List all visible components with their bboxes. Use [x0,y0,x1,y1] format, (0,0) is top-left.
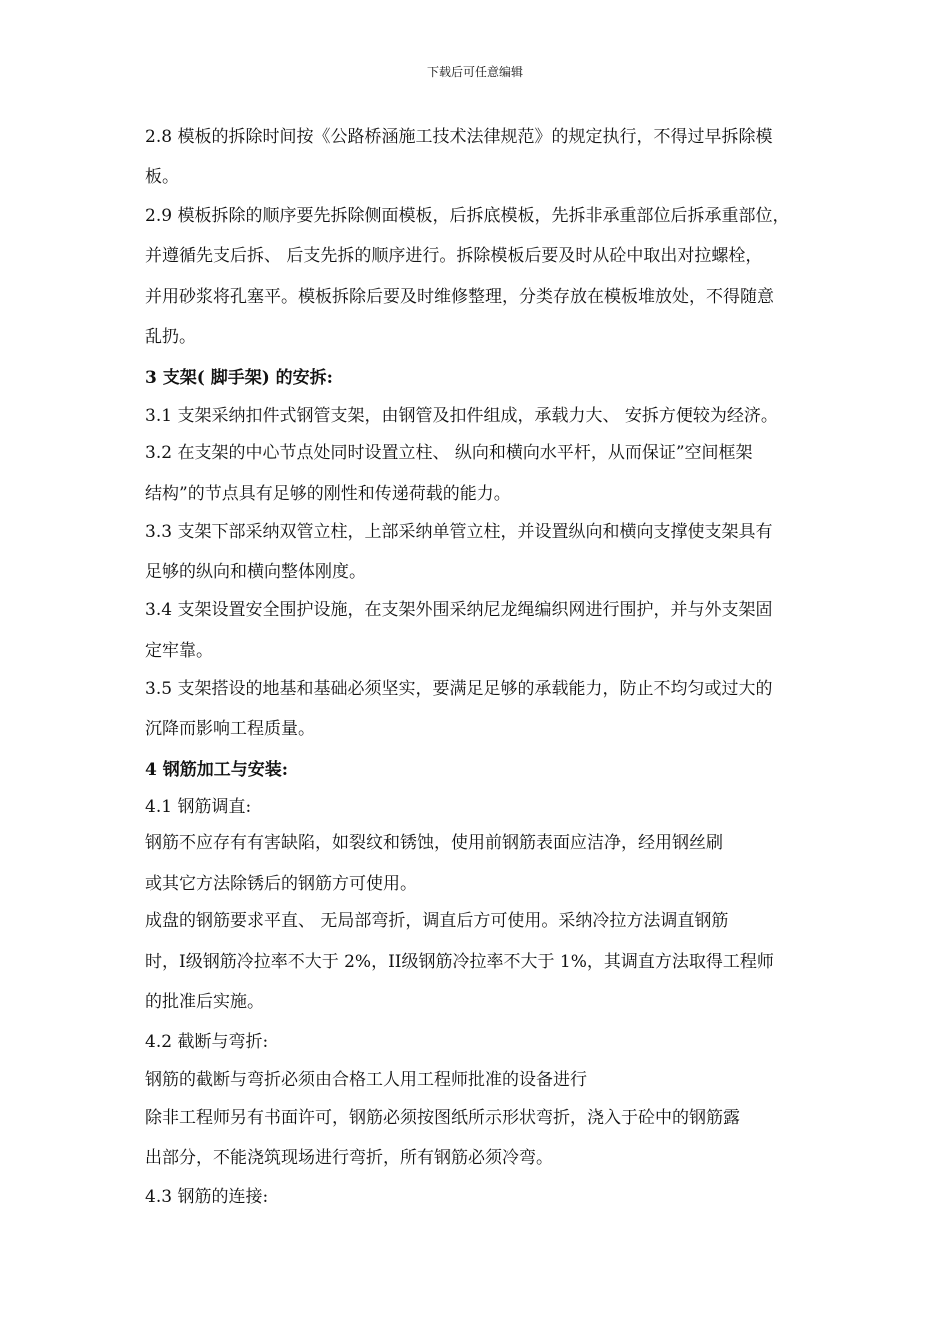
text-line: 2.9 模板拆除的顺序要先拆除侧面模板，后拆底模板，先拆非承重部位后拆承重部位， [145,206,790,226]
text-line: 乱扔。 [145,327,196,347]
text-line: 的批准后实施。 [145,992,264,1012]
text-line: 定牢靠。 [145,641,213,661]
text-line: 4.3 钢筋的连接: [145,1187,269,1207]
text-line: 3.1 支架采纳扣件式钢管支架，由钢管及扣件组成，承载力大、 安拆方便较为经济。 [145,406,778,426]
text-line: 并用砂浆将孔塞平。模板拆除后要及时维修整理，分类存放在模板堆放处，不得随意 [145,287,774,307]
text-line: 或其它方法除锈后的钢筋方可使用。 [145,874,417,894]
text-line: 板。 [145,167,179,187]
text-line: 3.3 支架下部采纳双管立柱，上部采纳单管立柱，并设置纵向和横向支撑使支架具有 [145,522,773,542]
page-header: 下载后可任意编辑 [426,65,523,79]
text-line: 结构”的节点具有足够的刚性和传递荷载的能力。 [145,484,511,504]
section-heading: 4 钢筋加工与安装: [145,760,289,780]
section-heading: 3 支架( 脚手架) 的安拆: [145,368,333,388]
text-line: 足够的纵向和横向整体刚度。 [145,562,366,582]
text-line: 成盘的钢筋要求平直、 无局部弯折，调直后方可使用。采纳冷拉方法调直钢筋 [145,911,729,931]
text-line: 除非工程师另有书面许可，钢筋必须按图纸所示形状弯折，浇入于砼中的钢筋露 [145,1108,740,1128]
text-line: 钢筋不应存有有害缺陷，如裂纹和锈蚀，使用前钢筋表面应洁净，经用钢丝刷 [145,833,723,853]
text-line: 出部分，不能浇筑现场进行弯折，所有钢筋必须冷弯。 [145,1148,553,1168]
text-line: 沉降而影响工程质量。 [145,719,315,739]
text-line: 4.1 钢筋调直: [145,797,252,817]
text-line: 2.8 模板的拆除时间按《公路桥涵施工技术法律规范》的规定执行，不得过早拆除模 [145,127,773,147]
text-line: 时，I级钢筋冷拉率不大于 2%，II级钢筋冷拉率不大于 1%，其调直方法取得工程师 [145,952,774,972]
text-line: 并遵循先支后拆、 后支先拆的顺序进行。拆除模板后要及时从砼中取出对拉螺栓， [145,246,763,266]
text-line: 3.4 支架设置安全围护设施，在支架外围采纳尼龙绳编织网进行围护，并与外支架固 [145,600,773,620]
text-line: 3.2 在支架的中心节点处同时设置立柱、 纵向和横向水平杆，从而保证”空间框架 [145,443,753,463]
text-line: 3.5 支架搭设的地基和基础必须坚实，要满足足够的承载能力，防止不均匀或过大的 [145,679,773,699]
text-line: 4.2 截断与弯折: [145,1032,269,1052]
text-line: 钢筋的截断与弯折必须由合格工人用工程师批准的设备进行 [145,1070,587,1090]
